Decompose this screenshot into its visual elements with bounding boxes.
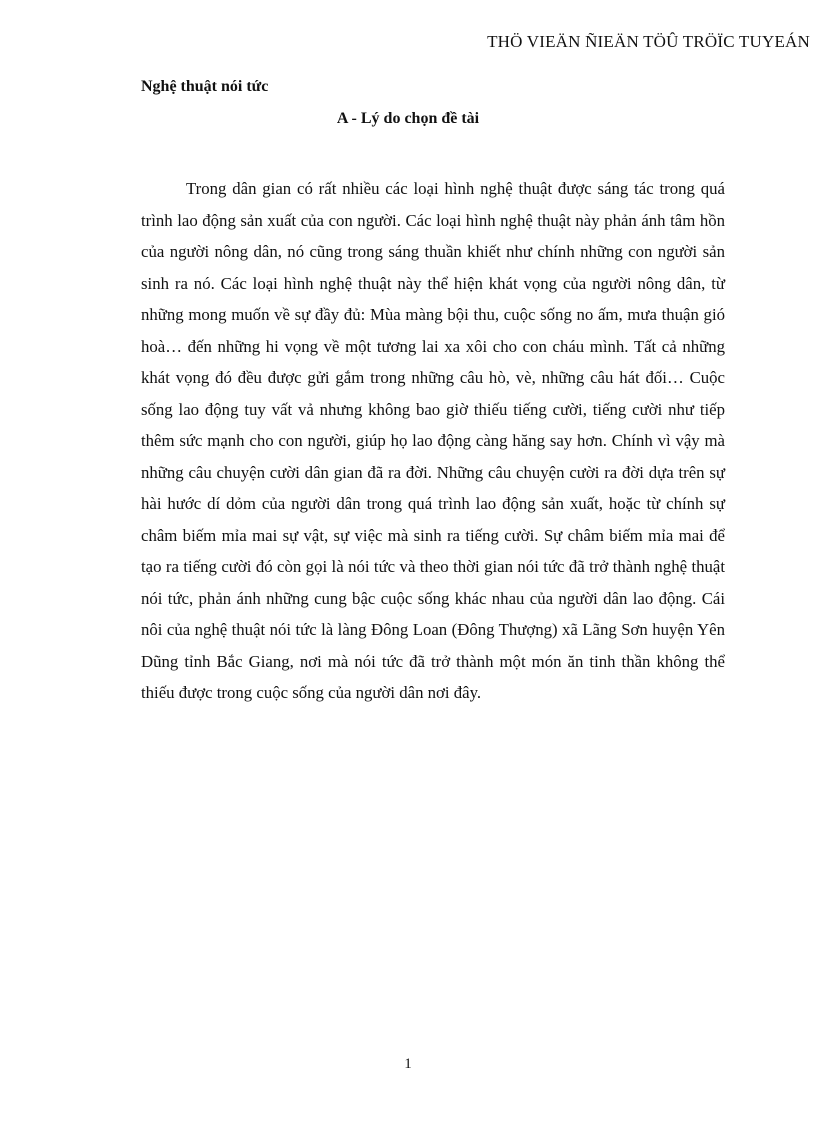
page-number: 1 — [404, 1056, 412, 1072]
library-header: THÖ VIEÄN ÑIEÄN TÖÛ TRÖÏC TUYEÁN — [487, 32, 810, 51]
body-paragraph: Trong dân gian có rất nhiều các loại hình nghệ thuật được sáng tác trong quá trình lao động sản xuất của con người. Các loại hình nghệ thuật này phản ánh tâm hồn của người nông dân, nó cũng trong sáng thuần khiết như chính những con người sản sinh ra nó. Các loại hình nghệ thuật này thể hiện khát vọng của người nông dân, từ những mong muốn về sự đầy đủ: Mùa màng bội thu, cuộc sống no ấm, mưa thuận gió hoà… đến những hi vọng về một tương lai xa xôi cho con cháu mình. Tất cả những khát vọng đó đều được gửi gắm trong những câu hò, vè, những câu hát đối… Cuộc sống lao động tuy vất vả nhưng không bao giờ thiếu tiếng cười, tiếng cười như tiếp thêm sức mạnh cho con người, giúp họ lao động càng hăng say hơn. Chính vì vậy mà những câu chuyện cười dân gian đã ra đời. Những câu chuyện cười ra đời dựa trên sự hài hước dí dỏm của người dân trong quá trình lao động sản xuất, hoặc từ chính sự châm biếm mỉa mai sự vật, sự việc mà sinh ra tiếng cười. Sự châm biếm mỉa mai để tạo ra tiếng cười đó còn gọi là nói tức và theo thời gian nói tức đã trở thành nghệ thuật nói tức, phản ánh những cung bậc cuộc sống khác nhau của người dân lao động. Cái nôi của nghệ thuật nói tức là làng Đông Loan (Đông Thượng) xã Lãng Sơn huyện Yên Dũng tỉnh Bắc Giang, nơi mà nói tức đã trở thành một món ăn tinh thần không thể thiếu được trong cuộc sống của người dân nơi đây. — [141, 179, 725, 702]
document-title: Nghệ thuật nói tức — [141, 78, 269, 95]
section-heading: A - Lý do chọn đề tài — [336, 110, 480, 127]
